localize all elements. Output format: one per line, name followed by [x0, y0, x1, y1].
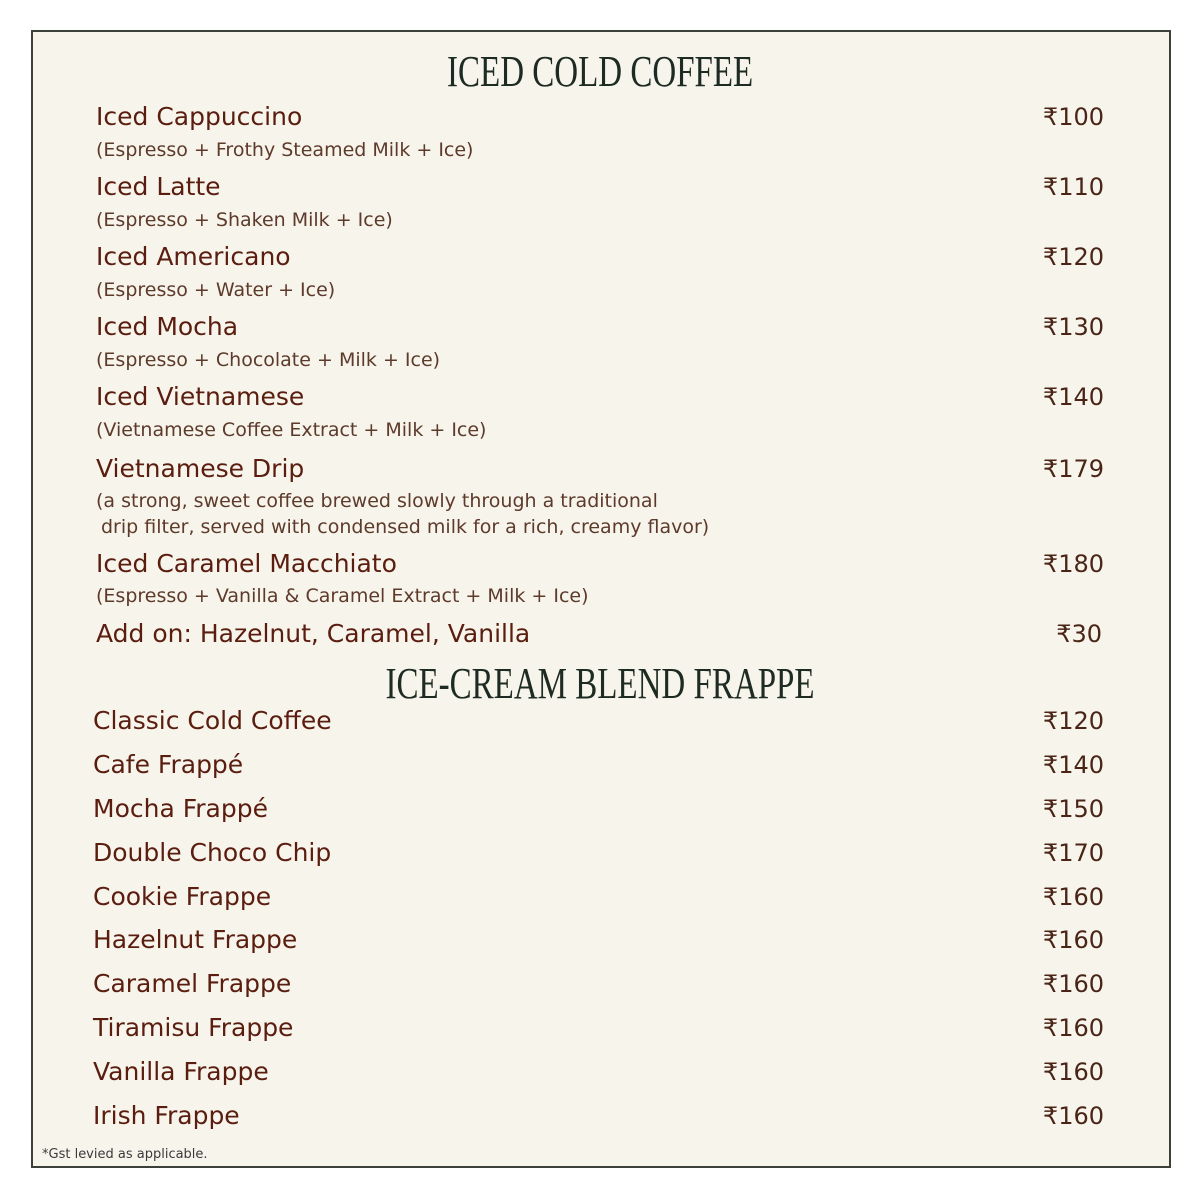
menu-item: [0, 1101, 1200, 1131]
menu-item: [0, 838, 1200, 868]
item-name: Caramel Frappe: [93, 969, 292, 998]
item-price: ₹160: [1042, 926, 1104, 954]
item-price: ₹160: [1042, 1014, 1104, 1042]
menu-item: [0, 925, 1200, 955]
item-description: (Espresso + Chocolate + Milk + Ice): [96, 349, 441, 371]
section-title-ice-cream-blend-frappe: [0, 659, 1200, 709]
menu-item: [0, 706, 1200, 736]
menu-item: [0, 1013, 1200, 1043]
item-price: ₹160: [1042, 1058, 1104, 1086]
item-price: ₹150: [1042, 795, 1104, 823]
item-description: (Espresso + Frothy Steamed Milk + Ice): [96, 139, 474, 161]
menu-item: [0, 549, 1200, 607]
item-price: ₹110: [1042, 173, 1104, 201]
add-on-label: Add on: Hazelnut, Caramel, Vanilla: [96, 619, 531, 648]
item-name: Iced Cappuccino: [96, 102, 303, 131]
item-name: Cookie Frappe: [93, 882, 272, 911]
item-price: ₹160: [1042, 883, 1104, 911]
item-price: ₹140: [1042, 751, 1104, 779]
menu-item: [0, 312, 1200, 371]
item-name: Iced Mocha: [96, 312, 239, 341]
item-name: Vanilla Frappe: [93, 1057, 269, 1086]
section-title-iced-cold-coffee: [0, 47, 1200, 97]
gst-footnote: *Gst levied as applicable.: [42, 1147, 208, 1162]
item-name: Classic Cold Coffee: [93, 706, 332, 735]
item-description-line-1: (a strong, sweet coffee brewed slowly through a traditional: [96, 490, 658, 512]
item-description: (Espresso + Shaken Milk + Ice): [96, 209, 393, 231]
item-price: ₹160: [1042, 1102, 1104, 1130]
menu-item: [0, 750, 1200, 780]
menu-item: [0, 242, 1200, 301]
item-price: ₹120: [1042, 707, 1104, 735]
item-name: Tiramisu Frappe: [93, 1013, 294, 1042]
item-price: ₹130: [1042, 313, 1104, 341]
menu-item: [0, 969, 1200, 999]
add-on-price: ₹30: [1056, 620, 1102, 648]
item-name: Iced Americano: [96, 242, 291, 271]
item-description: (Espresso + Water + Ice): [96, 279, 336, 301]
add-on-row: [0, 619, 1200, 649]
menu-item: [0, 102, 1200, 161]
menu-item: [0, 794, 1200, 824]
item-price: ₹179: [1042, 455, 1104, 483]
section-title-text: ICED COLD COFFEE: [446, 47, 754, 96]
item-name: Vietnamese Drip: [96, 454, 305, 483]
item-name: Mocha Frappé: [93, 794, 268, 823]
menu-item: [0, 1057, 1200, 1087]
menu-item: [0, 454, 1200, 538]
item-price: ₹180: [1042, 550, 1104, 578]
item-price: ₹170: [1042, 839, 1104, 867]
menu-item: [0, 382, 1200, 441]
item-description: (Vietnamese Coffee Extract + Milk + Ice): [96, 419, 487, 441]
item-name: Double Choco Chip: [93, 838, 332, 867]
item-name: Iced Latte: [96, 172, 221, 201]
item-price: ₹140: [1042, 383, 1104, 411]
item-price: ₹120: [1042, 243, 1104, 271]
menu-item: [0, 882, 1200, 912]
item-name: Cafe Frappé: [93, 750, 244, 779]
item-name: Hazelnut Frappe: [93, 925, 298, 954]
item-price: ₹100: [1042, 103, 1104, 131]
item-description: (Espresso + Vanilla & Caramel Extract + Milk + Ice): [96, 585, 589, 607]
item-name: Iced Vietnamese: [96, 382, 305, 411]
section-title-text: ICE-CREAM BLEND FRAPPE: [385, 659, 815, 708]
menu-item: [0, 172, 1200, 231]
item-description-line-2: drip filter, served with condensed milk for a rich, creamy flavor): [101, 516, 710, 538]
item-name: Iced Caramel Macchiato: [96, 549, 397, 578]
item-price: ₹160: [1042, 970, 1104, 998]
item-name: Irish Frappe: [93, 1101, 240, 1130]
